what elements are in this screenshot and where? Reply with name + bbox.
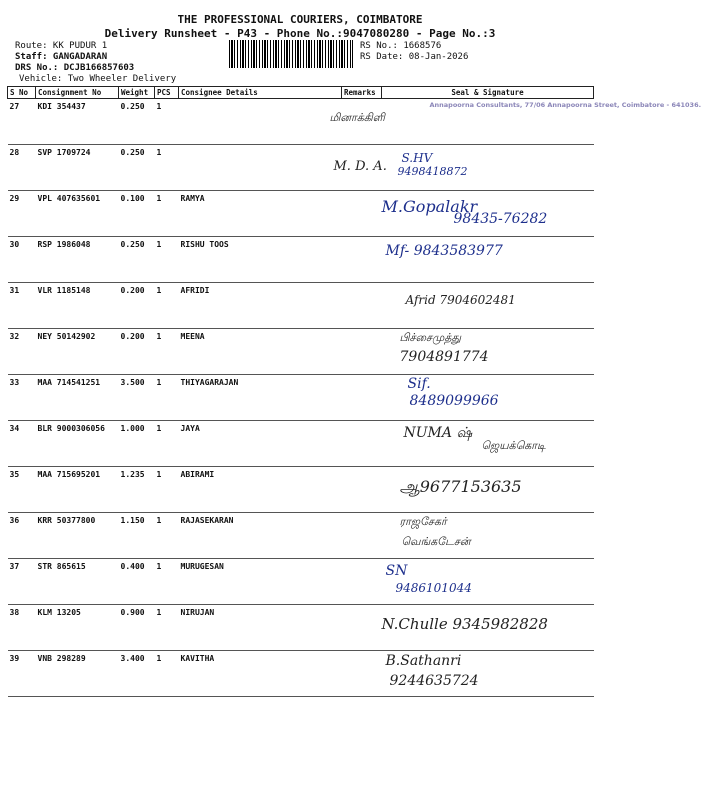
row-weight: 1.150 (119, 513, 155, 559)
table-row (8, 99, 594, 145)
row-weight: 1.235 (119, 467, 155, 513)
handwritten-note: M. D. A. (333, 159, 387, 174)
row-consignee-name (179, 145, 342, 191)
row-weight: 3.400 (119, 651, 155, 697)
col-signature-header: Seal & Signature (382, 87, 594, 99)
runsheet-table (7, 86, 701, 697)
row-consignment-number: RSP 1986048 (36, 237, 119, 283)
row-signature-cell (382, 651, 594, 697)
row-serial-number: 36 (8, 513, 36, 559)
row-serial-number: 32 (8, 329, 36, 375)
row-pieces: 1 (155, 467, 179, 513)
handwritten-phone: ஜெயக்கொடி (481, 439, 546, 452)
row-consignee-name: KAVITHA (179, 651, 342, 697)
row-consignment-number: BLR 9000306056 (36, 421, 119, 467)
row-remarks (342, 237, 382, 283)
handwritten-signature: B.Sathanri (385, 653, 462, 669)
row-weight: 0.100 (119, 191, 155, 237)
handwritten-signature: SN (385, 563, 408, 579)
row-signature-cell (382, 375, 594, 421)
row-signature-cell (382, 513, 594, 559)
row-consignment-number: MAA 714541251 (36, 375, 119, 421)
handwritten-phone: 98435-76282 (453, 211, 548, 227)
vehicle-label: Vehicle: Two Wheeler Delivery (19, 74, 177, 84)
row-pieces: 1 (155, 375, 179, 421)
row-remarks (342, 375, 382, 421)
handwritten-signature: Sif. (407, 376, 431, 392)
row-consignee-name: MEENA (179, 329, 342, 375)
handwritten-note: மினாக்கிளி (329, 111, 385, 124)
table-row (8, 467, 594, 513)
row-pieces: 1 (155, 421, 179, 467)
row-consignee-name: ABIRAMI (179, 467, 342, 513)
table-row (8, 145, 594, 191)
col-sno-header: S No (8, 87, 36, 99)
col-remarks-header: Remarks (342, 87, 382, 99)
handwritten-phone: வெங்கடேசன் (401, 535, 471, 548)
row-signature-cell (333, 145, 594, 191)
row-consignee-name: MURUGESAN (179, 559, 342, 605)
row-weight: 0.400 (119, 559, 155, 605)
route-label: Route: KK PUDUR 1 (15, 41, 108, 51)
row-consignment-number: MAA 715695201 (36, 467, 119, 513)
row-weight: 0.250 (119, 145, 155, 191)
col-consignment-header: Consignment No (36, 87, 119, 99)
row-consignment-number: SVP 1709724 (36, 145, 119, 191)
table-row (8, 375, 594, 421)
row-remarks (342, 283, 382, 329)
row-consignee-name: THIYAGARAJAN (179, 375, 342, 421)
table-row (8, 513, 594, 559)
rs-number: RS No.: 1668576 (360, 41, 442, 51)
row-serial-number: 39 (8, 651, 36, 697)
row-remarks (342, 467, 382, 513)
row-weight: 0.250 (119, 237, 155, 283)
handwritten-signature: NUMA ஷ் (403, 425, 473, 441)
sheet-subtitle: Delivery Runsheet - P43 - Phone No.:9047080280 - Page No.:3 (104, 27, 496, 40)
row-pieces: 1 (155, 513, 179, 559)
table-row (8, 191, 594, 237)
row-remarks (342, 651, 382, 697)
handwritten-phone: 9486101044 (395, 581, 472, 595)
row-consignee-name (179, 99, 342, 145)
table-header-row (8, 87, 594, 99)
row-consignee-name: NIRUJAN (179, 605, 342, 651)
row-signature-cell (382, 421, 594, 467)
table-row (8, 329, 594, 375)
row-consignment-number: VPL 407635601 (36, 191, 119, 237)
handwritten-signature: ஆ9677153635 (399, 477, 522, 496)
row-consignment-number: VNB 298289 (36, 651, 119, 697)
row-consignee-name: AFRIDI (179, 283, 342, 329)
row-pieces: 1 (155, 651, 179, 697)
row-weight: 1.000 (119, 421, 155, 467)
row-remarks (342, 513, 382, 559)
handwritten-signature: Afrid 7904602481 (405, 293, 516, 307)
handwritten-signature: M.Gopalakr (381, 197, 478, 216)
row-serial-number: 31 (8, 283, 36, 329)
sheet-title: THE PROFESSIONAL COURIERS, COIMBATORE (177, 13, 423, 26)
row-signature-cell (382, 329, 594, 375)
row-consignee-name: RAJASEKARAN (179, 513, 342, 559)
row-serial-number: 38 (8, 605, 36, 651)
drs-number: DRS No.: DCJB166857603 (15, 63, 135, 73)
row-pieces: 1 (155, 145, 179, 191)
row-pieces: 1 (155, 559, 179, 605)
row-signature-cell (382, 191, 594, 237)
row-signature-cell (382, 467, 594, 513)
row-consignee-name: JAYA (179, 421, 342, 467)
staff-label: Staff: GANGADARAN (15, 52, 108, 62)
table-row (8, 605, 594, 651)
row-serial-number: 35 (8, 467, 36, 513)
row-serial-number: 37 (8, 559, 36, 605)
row-weight: 0.200 (119, 283, 155, 329)
row-consignee-name: RAMYA (179, 191, 342, 237)
row-consignment-number: NEY 50142902 (36, 329, 119, 375)
row-pieces: 1 (155, 605, 179, 651)
handwritten-signature: பிச்சைமுத்து (399, 331, 462, 344)
row-consignment-number: KDI 354437 (36, 99, 119, 145)
row-consignment-number: STR 865615 (36, 559, 119, 605)
row-weight: 0.900 (119, 605, 155, 651)
row-serial-number: 29 (8, 191, 36, 237)
row-remarks (342, 421, 382, 467)
row-weight: 0.250 (119, 99, 155, 145)
handwritten-phone: 7904891774 (399, 349, 489, 365)
col-pcs-header: PCS (155, 87, 179, 99)
row-pieces: 1 (155, 237, 179, 283)
row-pieces: 1 (155, 99, 179, 145)
handwritten-phone: 8489099966 (409, 393, 499, 409)
row-serial-number: 33 (8, 375, 36, 421)
row-serial-number: 30 (8, 237, 36, 283)
row-remarks (342, 605, 382, 651)
row-pieces: 1 (155, 191, 179, 237)
handwritten-phone: 9244635724 (389, 673, 479, 689)
table-row (8, 421, 594, 467)
barcode-image (229, 40, 353, 68)
table-row (8, 237, 594, 283)
row-pieces: 1 (155, 329, 179, 375)
handwritten-signature: N.Chulle 9345982828 (381, 615, 548, 633)
handwritten-phone: 9498418872 (397, 165, 468, 178)
table-row (8, 283, 594, 329)
rubber-stamp: Annapoorna Consultants, 77/06 Annapoorna Street, Coimbatore - 641036. (429, 101, 701, 109)
row-serial-number: 28 (8, 145, 36, 191)
table-body (8, 99, 701, 697)
row-signature-cell (329, 99, 701, 145)
handwritten-signature: Mf- 9843583977 (385, 243, 503, 259)
row-weight: 0.200 (119, 329, 155, 375)
row-serial-number: 27 (8, 99, 36, 145)
row-remarks (342, 191, 382, 237)
rs-date: RS Date: 08-Jan-2026 (360, 52, 469, 62)
col-consignee-header: Consignee Details (179, 87, 342, 99)
row-remarks (342, 559, 382, 605)
row-weight: 3.500 (119, 375, 155, 421)
row-signature-cell (382, 559, 594, 605)
table-row (8, 651, 594, 697)
row-consignment-number: KRR 50377800 (36, 513, 119, 559)
row-consignee-name: RISHU TOOS (179, 237, 342, 283)
row-remarks (342, 329, 382, 375)
row-signature-cell (382, 605, 594, 651)
row-pieces: 1 (155, 283, 179, 329)
row-serial-number: 34 (8, 421, 36, 467)
row-signature-cell (382, 283, 594, 329)
row-consignment-number: KLM 13205 (36, 605, 119, 651)
row-consignment-number: VLR 1185148 (36, 283, 119, 329)
row-signature-cell (382, 237, 594, 283)
handwritten-signature: S.HV (401, 151, 433, 165)
table-row (8, 559, 594, 605)
handwritten-signature: ராஜசேகர் (399, 515, 447, 528)
col-weight-header: Weight (119, 87, 155, 99)
